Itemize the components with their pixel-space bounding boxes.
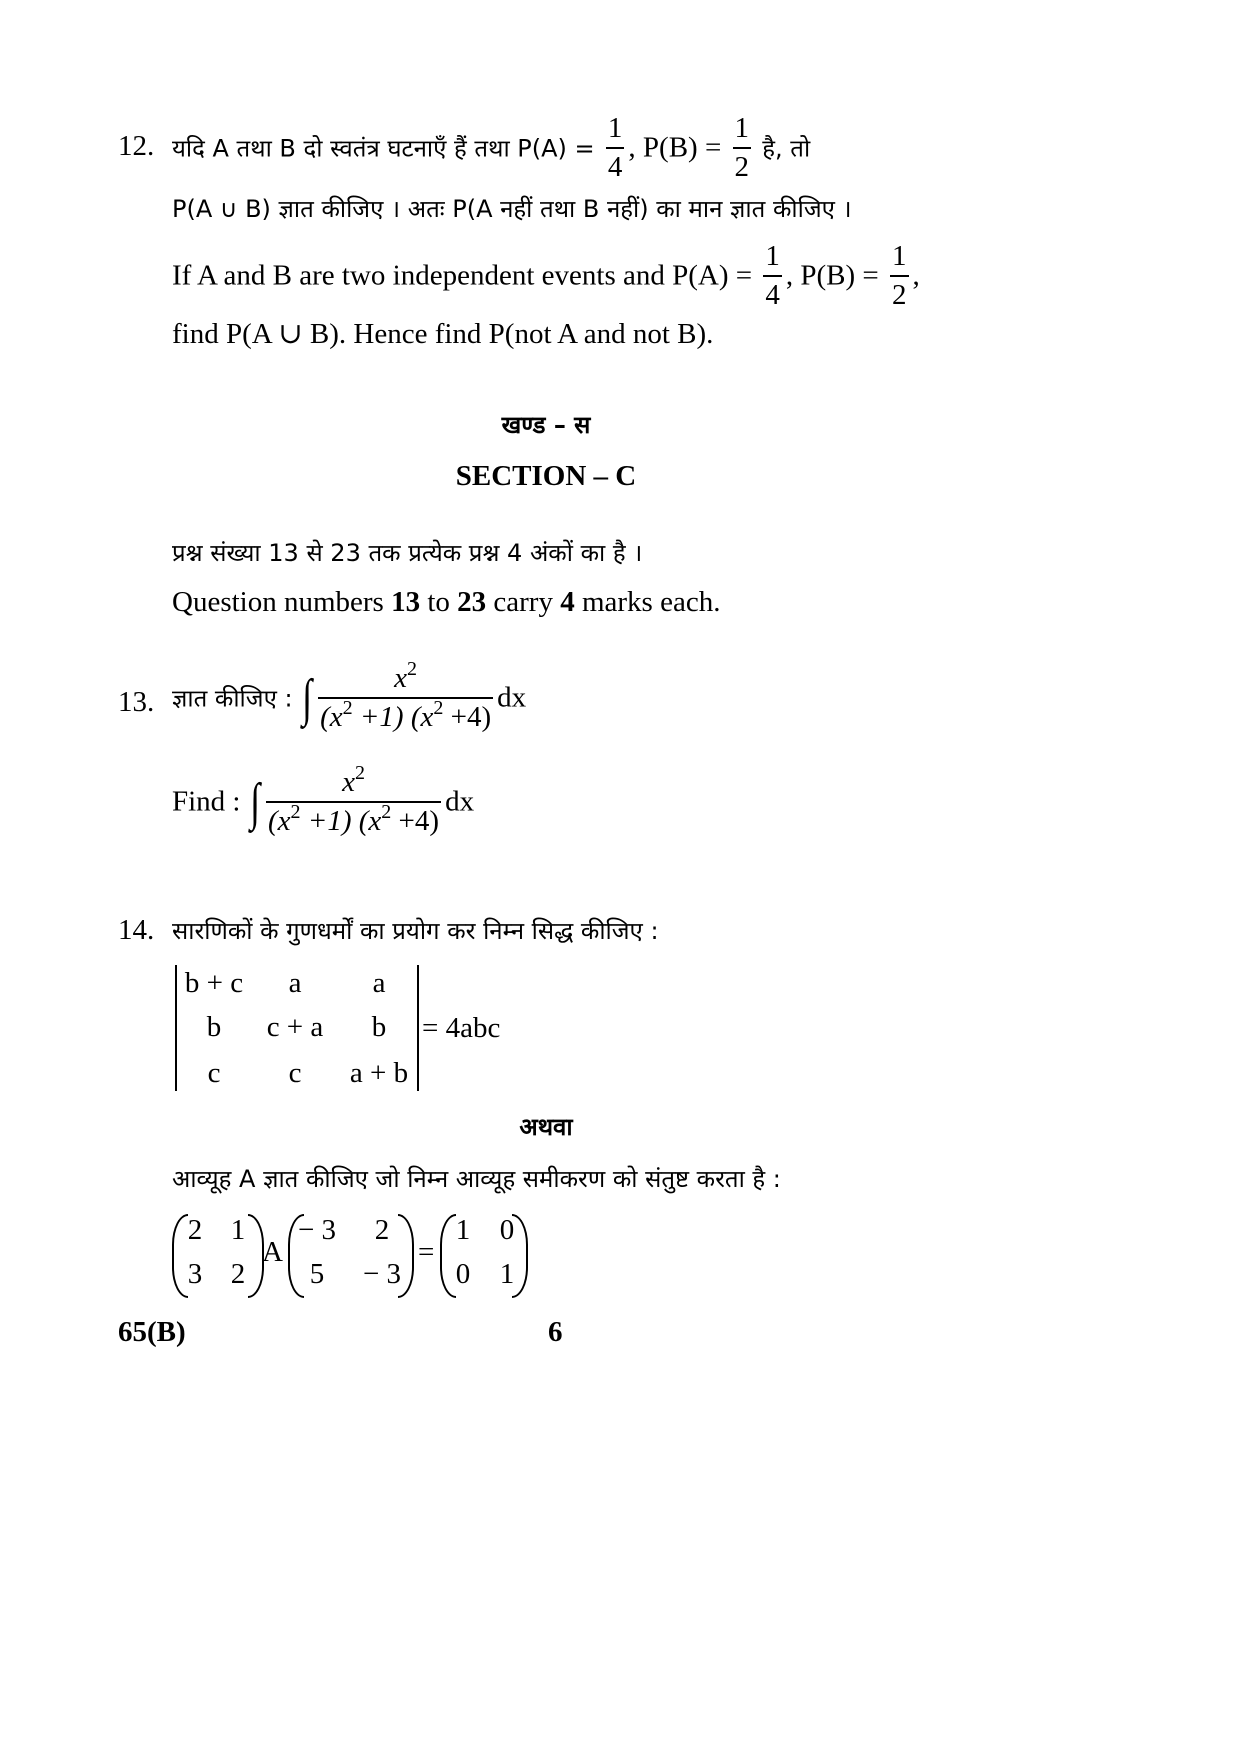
instr-part-1: Question numbers xyxy=(172,586,392,618)
q13-english-prompt: Find : xyxy=(172,785,241,818)
q12-pa-den: 4 xyxy=(607,151,623,183)
q12-hindi-line2: P(A ∪ B) ज्ञात कीजिए । अतः P(A नहीं तथा B नहीं) का मान ज्ञात कीजिए । xyxy=(172,195,852,223)
q12-en-pb-fraction xyxy=(890,242,909,310)
m1-cell: 3 xyxy=(187,1258,203,1290)
q13-en-den-b-exp: 2 xyxy=(381,801,392,823)
q14-result: = 4abc xyxy=(422,1012,501,1044)
instr-part-5: carry xyxy=(486,586,561,618)
q12-english-suffix: , xyxy=(912,259,920,292)
q12-en-pa-fraction xyxy=(763,242,782,310)
q12-pb-num: 1 xyxy=(733,114,752,149)
m1-cell: 2 xyxy=(230,1258,246,1290)
q13-den-b-exp: 2 xyxy=(433,697,444,719)
q13-hindi-prompt: ज्ञात कीजिए : xyxy=(172,684,293,713)
section-english-instruction xyxy=(172,586,720,619)
q13-en-den-a-exp: 2 xyxy=(290,801,301,823)
q12-en-pa-den: 4 xyxy=(765,279,780,311)
instr-part-3: to xyxy=(420,586,458,618)
footer-paper-code: 65(B) xyxy=(118,1316,186,1348)
q13-en-den-b: +1) (x xyxy=(300,805,382,837)
q13-hindi-expression xyxy=(172,658,527,733)
det-cell: b xyxy=(371,1011,387,1043)
q12-hindi-suffix: है, तो xyxy=(762,134,811,163)
q13-en-num-exp: 2 xyxy=(354,762,365,784)
det-cell: b xyxy=(206,1011,222,1043)
m1-cell: 2 xyxy=(187,1214,203,1246)
m2-cell: − 3 xyxy=(297,1214,337,1246)
q12-hindi-mid: , P(B) = xyxy=(628,131,722,164)
m2-cell: 5 xyxy=(309,1258,325,1290)
q13-dx: dx xyxy=(497,681,527,714)
m3-cell: 1 xyxy=(455,1214,471,1246)
instr-part-7: marks each. xyxy=(574,586,721,618)
q13-en-num-x: x xyxy=(342,766,355,798)
integral-sign-icon: ∫ xyxy=(249,773,260,831)
section-hindi-title: खण्ड – स xyxy=(501,411,591,439)
det-cell: b + c xyxy=(184,967,244,999)
m2-cell: 2 xyxy=(374,1214,390,1246)
det-cell: c xyxy=(207,1057,221,1089)
q12-pb-fraction xyxy=(733,114,752,182)
q13-english-expression xyxy=(172,762,475,837)
q13-en-den-a: (x xyxy=(268,805,291,837)
instr-part-4: 23 xyxy=(457,586,487,618)
q13-den-c: +4) xyxy=(443,701,492,733)
q13-den-a-exp: 2 xyxy=(342,697,353,719)
q12-pa-num: 1 xyxy=(606,114,625,149)
q12-hindi-prefix: यदि A तथा B दो स्वतंत्र घटनाएँ हैं तथा P(A) = xyxy=(172,134,595,163)
q12-english-line2: find P(A ∪ B). Hence find P(not A and not B). xyxy=(172,318,714,350)
q13-den-a: (x xyxy=(320,701,343,733)
q12-en-pa-num: 1 xyxy=(763,242,782,277)
q13-number: 13. xyxy=(118,686,155,718)
matrix-a-label: A xyxy=(262,1236,283,1268)
q13-en-dx: dx xyxy=(445,785,475,818)
or-label: अथवा xyxy=(519,1113,573,1141)
instr-part-2: 13 xyxy=(391,586,421,618)
det-cell: a xyxy=(288,967,302,999)
q13-english-fraction xyxy=(266,762,441,837)
q14-hindi-prompt: सारणिकों के गुणधर्मों का प्रयोग कर निम्न सिद्ध कीजिए : xyxy=(172,917,659,945)
det-cell: c + a xyxy=(266,1011,324,1043)
section-english-title: SECTION – C xyxy=(455,460,637,492)
q14-number: 14. xyxy=(118,914,155,946)
q13-den-b: +1) (x xyxy=(352,701,434,733)
m3-cell: 0 xyxy=(455,1258,471,1290)
q13-en-den-c: +4) xyxy=(391,805,440,837)
q12-english-mid: , P(B) = xyxy=(785,259,879,292)
matrix-equals: = xyxy=(418,1236,435,1268)
q14-alt-prompt: आव्यूह A ज्ञात कीजिए जो निम्न आव्यूह समीकरण को संतुष्ट करता है : xyxy=(172,1165,781,1193)
q13-hindi-fraction xyxy=(318,658,493,733)
m2-cell: − 3 xyxy=(362,1258,402,1290)
q12-en-pb-num: 1 xyxy=(890,242,909,277)
m3-cell: 1 xyxy=(499,1258,515,1290)
q12-english-prefix: If A and B are two independent events and P(A) = xyxy=(172,259,753,292)
m3-cell: 0 xyxy=(499,1214,515,1246)
q12-pb-den: 2 xyxy=(734,151,750,183)
det-cell: c xyxy=(288,1057,302,1089)
section-hindi-instruction: प्रश्न संख्या 13 से 23 तक प्रत्येक प्रश्न 4 अंकों का है । xyxy=(172,539,643,567)
q12-english-line1 xyxy=(172,242,920,310)
det-cell: a xyxy=(372,967,386,999)
m1-cell: 1 xyxy=(230,1214,246,1246)
q12-pa-fraction xyxy=(606,114,625,182)
q12-number: 12. xyxy=(118,130,155,162)
instr-part-6: 4 xyxy=(560,586,575,618)
integral-sign-icon: ∫ xyxy=(301,669,312,727)
det-cell: a + b xyxy=(349,1057,409,1089)
q13-num-x: x xyxy=(394,662,408,694)
q13-num-exp: 2 xyxy=(407,658,418,680)
q14-determinant xyxy=(175,965,419,1091)
q12-en-pb-den: 2 xyxy=(892,279,907,311)
q12-hindi-line1 xyxy=(172,114,810,182)
footer-page-number: 6 xyxy=(548,1316,563,1348)
